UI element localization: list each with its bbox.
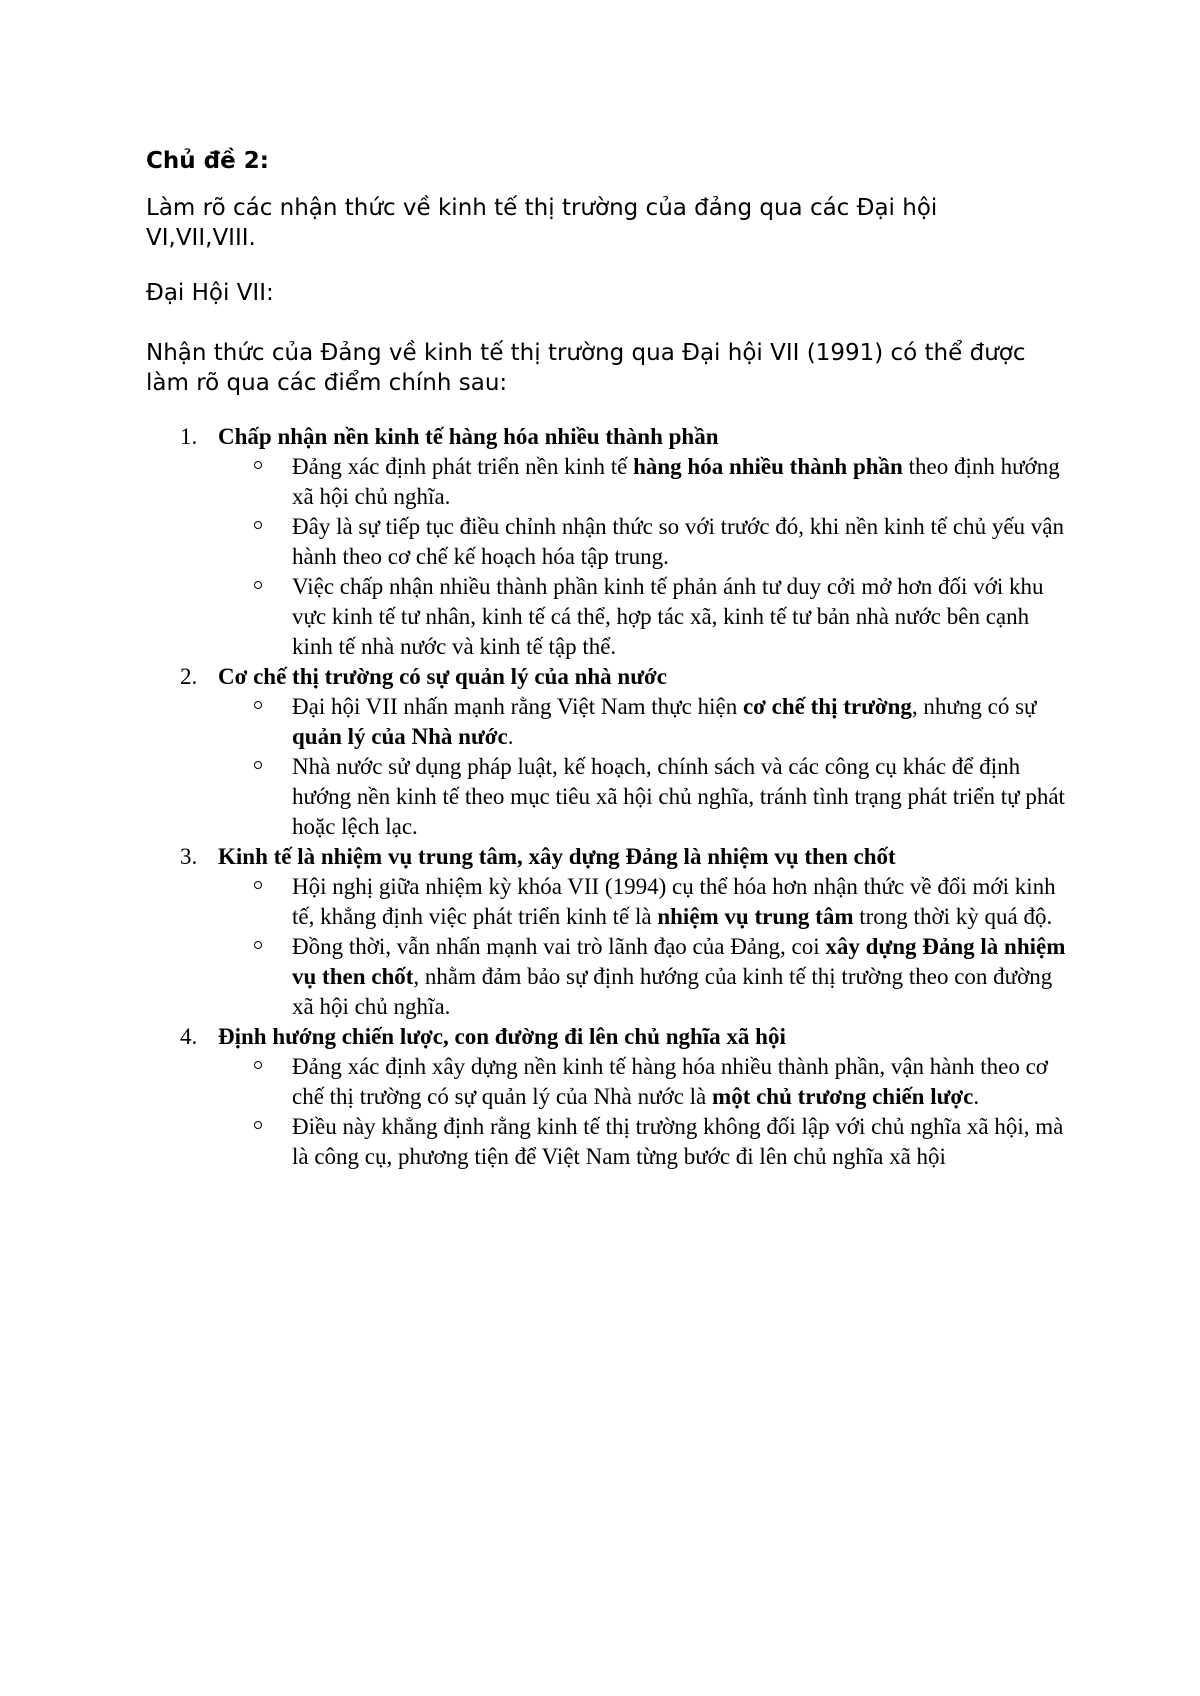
outline-item-number: 3. [180,844,198,869]
topic-description: Làm rõ các nhận thức về kinh tế thị trường của đảng qua các Đại hội VI,VII,VIII. [146,195,938,251]
sub-point-text: Đảng xác định phát triển nền kinh tế [292,454,634,479]
sub-point [146,512,1066,572]
outline-item-number: 4. [180,1024,198,1049]
circle-bullet-icon [254,881,262,889]
sub-point [146,572,1066,662]
outline-item-title: Định hướng chiến lược, con đường đi lên chủ nghĩa xã hội [218,1024,786,1049]
outline-item-title: Kinh tế là nhiệm vụ trung tâm, xây dựng Đảng là nhiệm vụ then chốt [218,844,896,869]
circle-bullet-icon [254,521,262,529]
outline-item [146,842,1066,1022]
emphasized-text: cơ chế thị trường [742,694,912,719]
numbered-outline [146,422,1066,1172]
sub-point-list [146,1052,1066,1172]
congress-heading: Đại Hội VII: [146,280,274,306]
circle-bullet-icon [254,761,262,769]
sub-point [146,452,1066,512]
outline-item-number: 2. [180,664,198,689]
emphasized-text: xây dựng Đảng là nhiệm vụ then chốt [292,934,1066,989]
circle-bullet-icon [254,941,262,949]
circle-bullet-icon [254,1061,262,1069]
sub-point-text: theo định hướng xã hội chủ nghĩa. [292,454,1060,509]
sub-point-text: Đồng thời, vẫn nhấn mạnh vai trò lãnh đạo của Đảng, coi [292,934,826,959]
emphasized-text: hàng hóa nhiều thành phần [633,454,903,479]
circle-bullet-icon [254,1121,262,1129]
sub-point [146,932,1066,1022]
sub-point [146,872,1066,932]
outline-item [146,422,1066,662]
outline-item-heading [146,662,1066,692]
outline-item-title: Cơ chế thị trường có sự quản lý của nhà nước [218,664,667,689]
sub-point-text: Đảng xác định xây dựng nền kinh tế hàng hóa nhiều thành phần, vận hành theo cơ chế thị trường có sự quản lý của Nhà nước là [292,1054,1048,1109]
outline-item-title: Chấp nhận nền kinh tế hàng hóa nhiều thành phần [218,424,719,449]
sub-point-text: trong thời kỳ quá độ. [853,904,1053,929]
sub-point-text: . [507,724,514,749]
sub-point-list [146,452,1066,662]
sub-point [146,752,1066,842]
sub-point-text: , nhưng có sự [911,694,1037,719]
sub-point [146,1112,1066,1172]
sub-point-text: Việc chấp nhận nhiều thành phần kinh tế phản ánh tư duy cởi mở hơn đối với khu vực kinh tế tư nhân, kinh tế cá thể, hợp tác xã, kinh tế tư bản nhà nước bên cạnh kinh tế nhà nước và kinh tế tập thể. [292,574,1044,659]
topic-title: Chủ đề 2: [146,148,269,174]
emphasized-text: quản lý của Nhà nước [292,724,508,749]
intro-paragraph: Nhận thức của Đảng về kinh tế thị trường qua Đại hội VII (1991) có thể được làm rõ qua các điểm chính sau: [146,340,1026,396]
outline-item-heading [146,1022,1066,1052]
emphasized-text: nhiệm vụ trung tâm [657,904,854,929]
sub-point [146,1052,1066,1112]
outline-item-heading [146,422,1066,452]
sub-point-text: , nhằm đảm bảo sự định hướng của kinh tế thị trường theo con đường xã hội chủ nghĩa. [292,964,1053,1019]
outline-item [146,1022,1066,1172]
sub-point-list [146,692,1066,842]
sub-point-text: Nhà nước sử dụng pháp luật, kế hoạch, chính sách và các công cụ khác để định hướng nền kinh tế theo mục tiêu xã hội chủ nghĩa, tránh tình trạng phát triển tự phát hoặc lệch lạc. [292,754,1065,839]
sub-point-text: Điều này khẳng định rằng kinh tế thị trường không đối lập với chủ nghĩa xã hội, mà là công cụ, phương tiện để Việt Nam từng bước đi lên chủ nghĩa xã hội [292,1114,1064,1169]
sub-point [146,692,1066,752]
sub-point-text: Đại hội VII nhấn mạnh rằng Việt Nam thực hiện [292,694,743,719]
sub-point-text: Đây là sự tiếp tục điều chỉnh nhận thức so với trước đó, khi nền kinh tế chủ yếu vận hành theo cơ chế kế hoạch hóa tập trung. [292,514,1064,569]
circle-bullet-icon [254,701,262,709]
sub-point-text: Hội nghị giữa nhiệm kỳ khóa VII (1994) cụ thể hóa hơn nhận thức về đổi mới kinh tế, khẳng định việc phát triển kinh tế là [292,874,1056,929]
sub-point-list [146,872,1066,1022]
outline-item [146,662,1066,842]
outline-item-number: 1. [180,424,198,449]
outline-item-heading [146,842,1066,872]
circle-bullet-icon [254,581,262,589]
emphasized-text: một chủ trương chiến lược [712,1084,974,1109]
circle-bullet-icon [254,461,262,469]
sub-point-text: . [973,1084,980,1109]
